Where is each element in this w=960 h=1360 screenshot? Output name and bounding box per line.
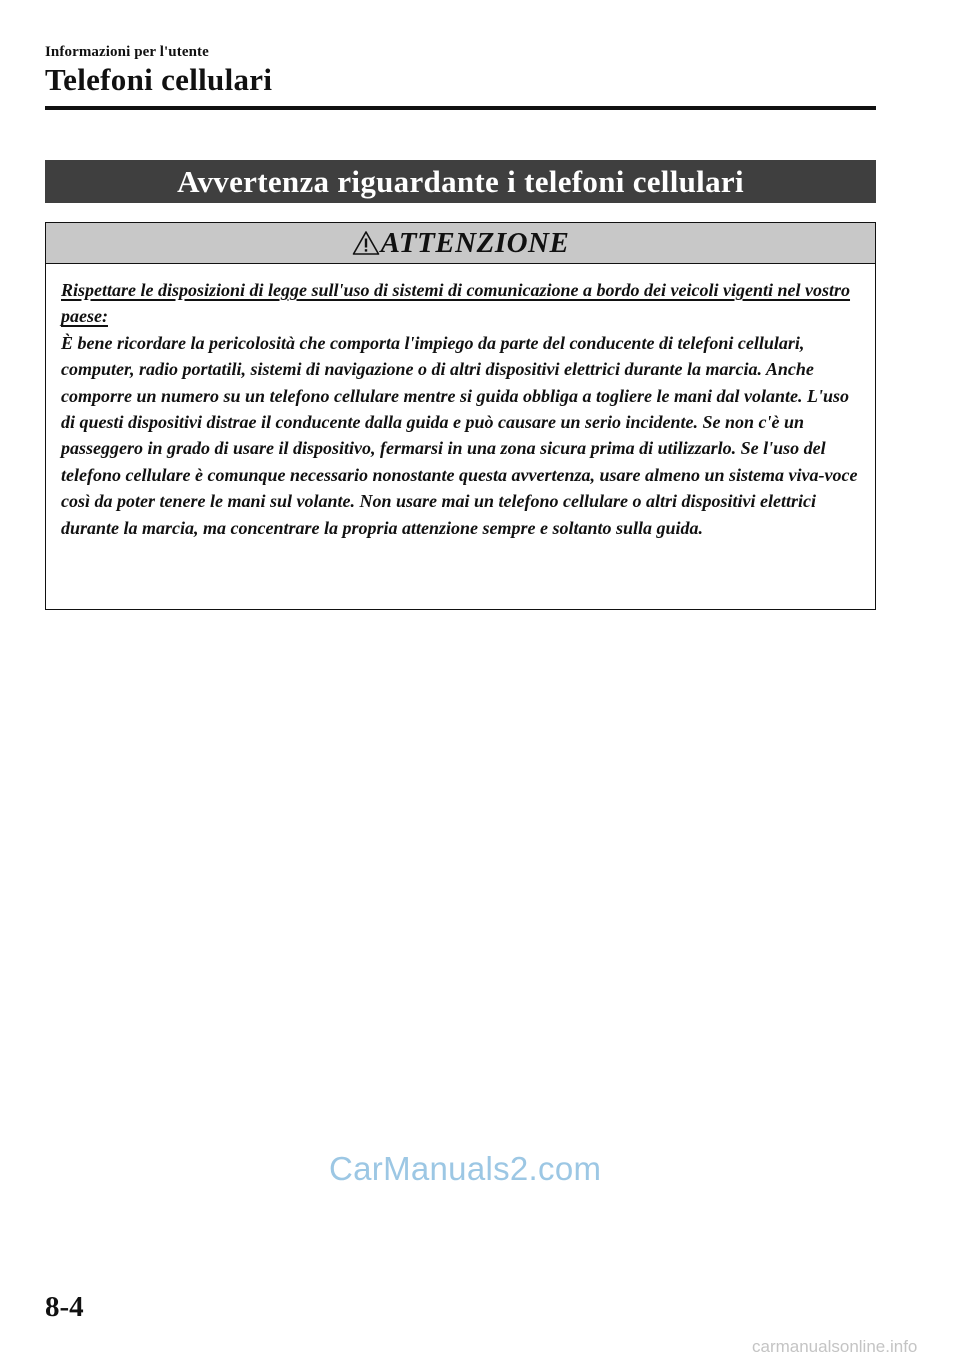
section-label: Informazioni per l'utente [45, 44, 209, 60]
warning-body [46, 264, 875, 541]
warning-title: ATTENZIONE [380, 226, 570, 259]
warning-body-text: È bene ricordare la pericolosità che comporta l'impiego da parte del conducente di telefoni cellulari, computer, radio portatili, sistemi di navigazione o di altri dispositivi elettrici durante la marcia. Anche comporre un numero su un telefono cellulare mentre si guida obbliga a togliere le mani dal volante. L'uso di questi dispositivi distrae il conducente dalla guida e può causare un serio incidente. Se non c'è un passeggero in grado di usare il dispositivo, fermarsi in una zona sicura prima di utilizzarlo. Se l'uso del telefono cellulare è comunque necessario nonostante questa avvertenza, usare almeno un sistema viva-voce così da poter tenere le mani sul volante. Non usare mai un telefono cellulare o altri dispositivi elettrici durante la marcia, ma concentrare la propria attenzione sempre e soltanto sulla guida. [61, 332, 858, 538]
page-title: Telefoni cellulari [45, 62, 273, 97]
page-number: 8-4 [45, 1291, 84, 1323]
warning-box [45, 222, 876, 610]
warning-lead-text: Rispettare le disposizioni di legge sull'uso di sistemi di comunicazione a bordo dei veicoli vigenti nel vostro paese: [61, 280, 851, 327]
title-divider [45, 106, 876, 110]
watermark: CarManuals2.com [329, 1150, 602, 1187]
footer-site: carmanualsonline.info [752, 1337, 918, 1356]
section-banner: Avvertenza riguardante i telefoni cellulari [45, 160, 876, 203]
warning-triangle-icon [352, 230, 380, 256]
warning-header [46, 223, 875, 264]
